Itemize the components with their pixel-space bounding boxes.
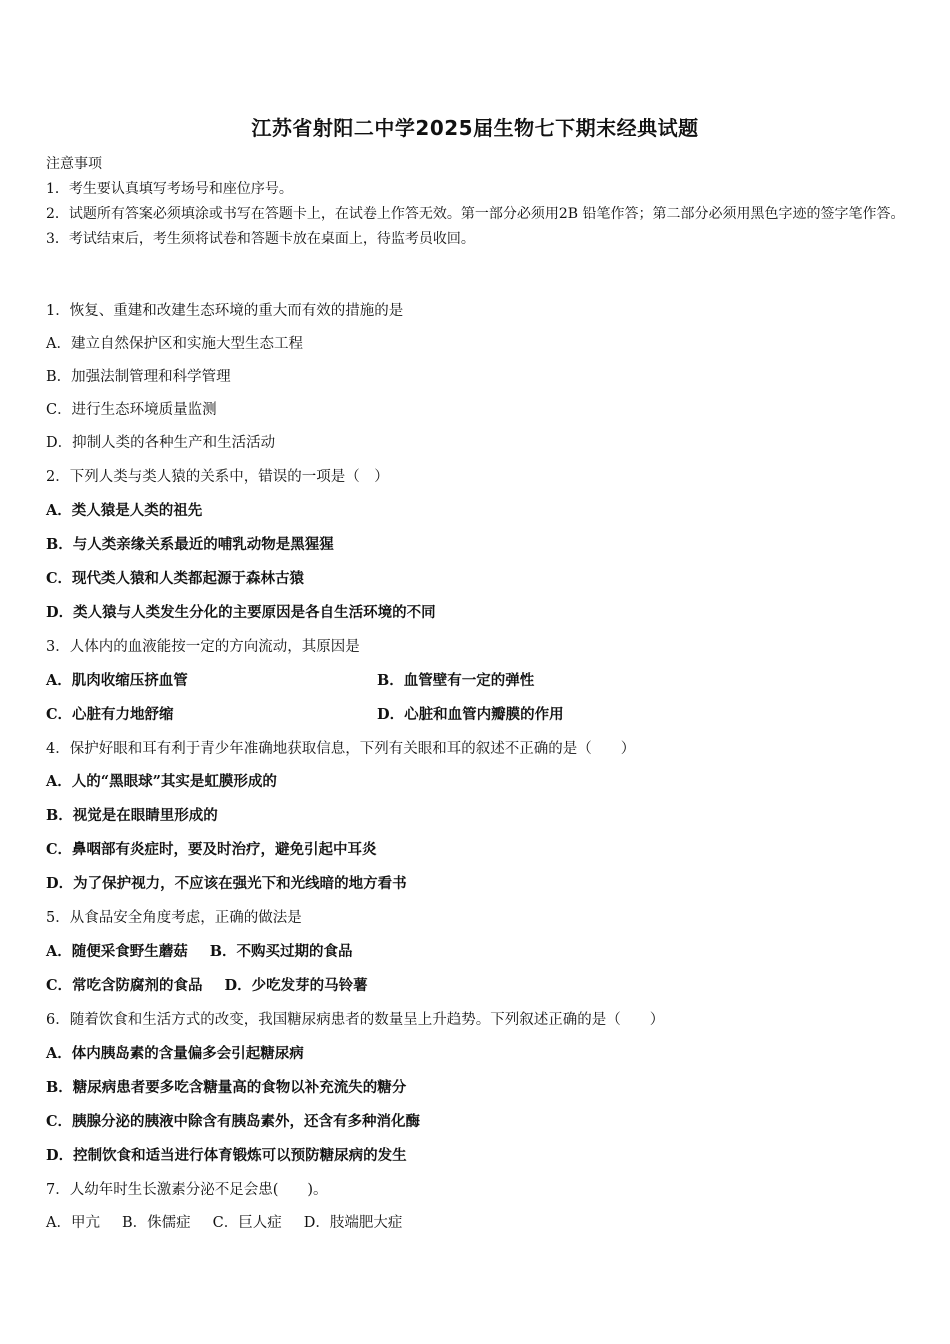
- answer-option: A．甲亢: [46, 1215, 100, 1231]
- answer-option: C．现代类人猿和人类都起源于森林古猿: [46, 570, 305, 587]
- answer-option: C．鼻咽部有炎症时，要及时治疗，避免引起中耳炎: [46, 841, 377, 858]
- answer-option: B．糖尿病患者要多吃含糖量高的食物以补充流失的糖分: [46, 1079, 407, 1096]
- notice-item: 2．试题所有答案必须填涂或书写在答题卡上，在试卷上作答无效。第一部分必须用2B 铅笔作答；第二部分必须用黑色字迹的签字笔作答。: [46, 206, 905, 222]
- answer-option: A．随便采食野生蘑菇: [46, 943, 188, 960]
- answer-option: D．为了保护视力，不应该在强光下和光线暗的地方看书: [46, 875, 407, 892]
- answer-option: C．胰腺分泌的胰液中除含有胰岛素外，还含有多种消化酶: [46, 1113, 421, 1130]
- question-stem: 6．随着饮食和生活方式的改变，我国糖尿病患者的数量呈上升趋势。下列叙述正确的是（ ）: [46, 1012, 665, 1028]
- page-title: 江苏省射阳二中学2025届生物七下期末经典试题: [251, 116, 699, 140]
- question-stem: 5．从食品安全角度考虑，正确的做法是: [46, 910, 302, 926]
- answer-option: D．控制饮食和适当进行体育锻炼可以预防糖尿病的发生: [46, 1147, 407, 1164]
- answer-option: B．血管壁有一定的弹性: [377, 672, 535, 689]
- answer-option: B．侏儒症: [121, 1215, 191, 1231]
- answer-option: D．类人猿与人类发生分化的主要原因是各自生活环境的不同: [46, 604, 436, 621]
- question-stem: 4．保护好眼和耳有利于青少年准确地获取信息，下列有关眼和耳的叙述不正确的是（ ）: [46, 741, 636, 757]
- answer-option: B．视觉是在眼睛里形成的: [46, 807, 218, 824]
- question-stem: 7．人幼年时生长激素分泌不足会患( )。: [46, 1182, 328, 1198]
- answer-option: D．抑制人类的各种生产和生活活动: [46, 435, 276, 451]
- answer-option: C．进行生态环境质量监测: [46, 402, 217, 418]
- answer-option: C．常吃含防腐剂的食品: [46, 977, 203, 994]
- answer-option: A．人的“黑眼球”其实是虹膜形成的: [46, 773, 277, 790]
- answer-option: A．肌肉收缩压挤血管: [46, 672, 188, 689]
- question-stem: 1．恢复、重建和改建生态环境的重大而有效的措施的是: [46, 303, 404, 319]
- answer-option: A．建立自然保护区和实施大型生态工程: [46, 336, 303, 352]
- notice-section: [46, 152, 908, 252]
- answer-option: D．肢端肥大症: [303, 1215, 403, 1231]
- question-stem: 2．下列人类与类人猿的关系中，错误的一项是（ ）: [46, 469, 389, 485]
- answer-option: D．少吃发芽的马铃薯: [224, 977, 368, 994]
- answer-option: B．加强法制管理和科学管理: [46, 369, 231, 385]
- answer-option: D．心脏和血管内瓣膜的作用: [377, 706, 564, 723]
- answer-option-row: [46, 942, 353, 962]
- notice-heading: 注意事项: [46, 156, 102, 172]
- notice-item: 1．考生要认真填写考场号和座位序号。: [46, 181, 293, 197]
- answer-option: C．巨人症: [212, 1215, 282, 1231]
- answer-option-row: [46, 976, 368, 996]
- answer-option-row: [46, 1213, 402, 1233]
- question-stem: 3．人体内的血液能按一定的方向流动，其原因是: [46, 639, 360, 655]
- notice-item: 3．考试结束后，考生须将试卷和答题卡放在桌面上，待监考员收回。: [46, 231, 475, 247]
- answer-option: A．体内胰岛素的含量偏多会引起糖尿病: [46, 1045, 304, 1062]
- answer-option: C．心脏有力地舒缩: [46, 706, 174, 723]
- answer-option: A．类人猿是人类的祖先: [46, 502, 203, 519]
- answer-option: B．与人类亲缘关系最近的哺乳动物是黑猩猩: [46, 536, 334, 553]
- answer-option: B．不购买过期的食品: [209, 943, 353, 960]
